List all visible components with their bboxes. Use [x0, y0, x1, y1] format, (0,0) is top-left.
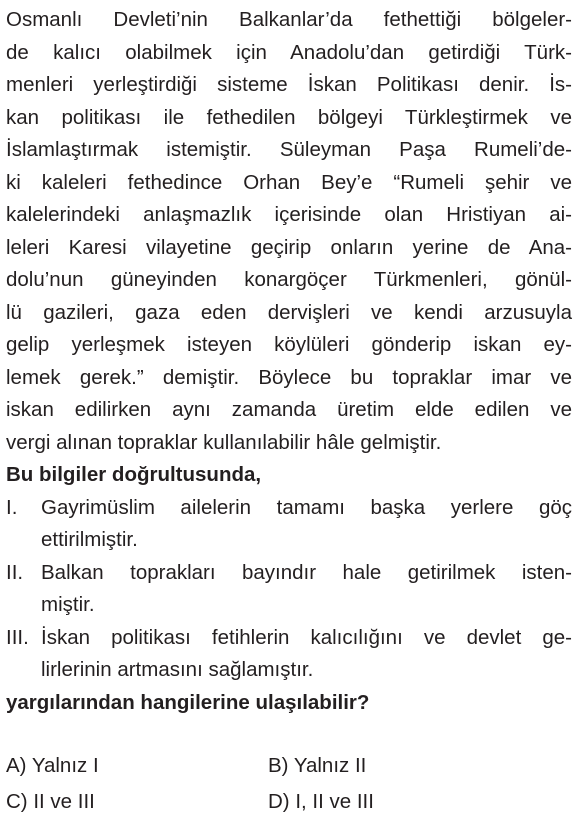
passage-line: de kalıcı olabilmek için Anadolu’dan getirdiği Türk-: [6, 40, 572, 64]
passage-line: leleri Karesi vilayetine geçirip onların yerine de Ana-: [6, 235, 572, 259]
statement-number: III.: [6, 625, 29, 649]
passage-line: Osmanlı Devleti’nin Balkanlar’da fethettiği bölgeler-: [6, 8, 572, 31]
passage-line: menleri yerleştirdiği sisteme İskan Politikası denir. İs-: [6, 73, 572, 96]
question-block: [6, 4, 572, 719]
options-row-1: [6, 748, 572, 784]
statement-text: İskan politikası fetihlerin kalıcılığını ve devlet ge-: [41, 625, 572, 649]
passage: [6, 4, 572, 459]
options-row-2: [6, 784, 572, 820]
passage-line: iskan edilirken aynı zamanda üretim elde edilen ve: [6, 398, 572, 421]
statement-1: [6, 492, 572, 557]
statement-text: ettirilmiştir.: [41, 528, 138, 551]
passage-line: ki kaleleri fethedince Orhan Bey’e “Rumeli şehir ve: [6, 170, 572, 194]
statement-text: miştir.: [41, 593, 95, 616]
statement-2: [6, 557, 572, 622]
statement-text: Balkan toprakları bayındır hale getirilmek isten-: [41, 560, 572, 584]
passage-line: kan politikası ile fethedilen bölgeyi Türkleştirmek ve: [6, 105, 572, 129]
passage-line: lemek gerek.” demiştir. Böylece bu topraklar imar ve: [6, 365, 572, 389]
statement-text: Gayrimüslim ailelerin tamamı başka yerlere göç: [41, 495, 572, 519]
statement-number: I.: [6, 495, 18, 519]
passage-line: gelip yerleşmek isteyen köylüleri gönderip iskan ey-: [6, 333, 572, 356]
statement-text: lirlerinin artmasını sağlamıştır.: [41, 658, 314, 681]
option-a[interactable]: A) Yalnız I: [6, 754, 99, 777]
passage-line: lü gazileri, gaza eden dervişleri ve kendi arzusuyla: [6, 300, 572, 324]
question-prompt: yargılarından hangilerine ulaşılabilir?: [6, 690, 370, 714]
option-d[interactable]: D) I, II ve III: [268, 790, 374, 813]
passage-line: kalelerindeki anlaşmazlık içerisinde olan Hristiyan ai-: [6, 203, 572, 226]
option-b[interactable]: B) Yalnız II: [268, 754, 367, 777]
option-c[interactable]: C) II ve III: [6, 790, 95, 813]
question-stem: Bu bilgiler doğrultusunda,: [6, 463, 262, 486]
statement-3: [6, 622, 572, 687]
statement-number: II.: [6, 560, 24, 584]
passage-line: dolu’nun güneyinden konargöçer Türkmenleri, gönül-: [6, 268, 572, 291]
answer-options: [6, 748, 572, 820]
passage-line: vergi alınan topraklar kullanılabilir hâle gelmiştir.: [6, 430, 442, 454]
passage-line: İslamlaştırmak istemiştir. Süleyman Paşa Rumeli’de-: [6, 138, 572, 161]
